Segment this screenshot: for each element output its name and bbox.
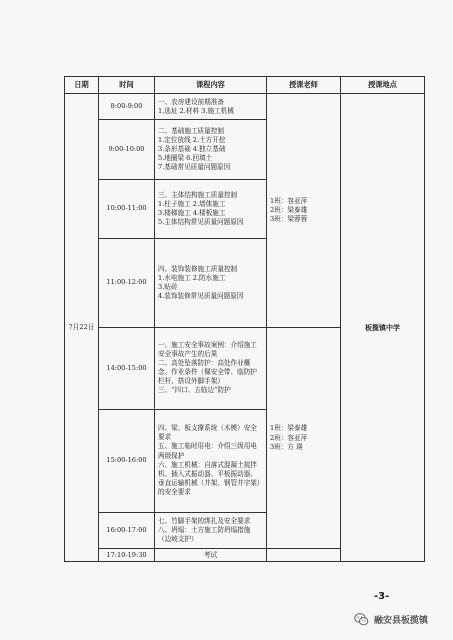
teacher-cell-afternoon bbox=[267, 327, 341, 549]
content-cell: 考试 bbox=[155, 549, 267, 562]
schedule-table bbox=[64, 76, 425, 562]
content-line: 一、农房建设前期准备 bbox=[158, 97, 224, 106]
content-line: 3.贴砖 bbox=[158, 282, 178, 291]
content-line: 1.水电施工 2.防水施工 bbox=[158, 273, 226, 282]
date-cell: 7月22日 bbox=[65, 94, 99, 562]
teacher-line: 1班：容亚萍 bbox=[270, 196, 308, 205]
content-line: 1.选址 2.材料 3.施工机械 bbox=[158, 106, 234, 115]
content-cell bbox=[155, 327, 267, 409]
content-line: 1.定位放线 2.土方开挖 bbox=[158, 135, 226, 144]
content-line: 三、“四口、五临边”防护 bbox=[158, 386, 231, 395]
page-number: -3- bbox=[374, 591, 390, 602]
time-cell: 9:00-10:00 bbox=[99, 120, 155, 180]
header-date: 日期 bbox=[65, 77, 99, 94]
content-cell bbox=[155, 120, 267, 180]
header-content: 课程内容 bbox=[155, 77, 267, 94]
content-line: 3.条形基础 4.独立基础 bbox=[158, 144, 226, 153]
content-cell bbox=[155, 94, 267, 120]
content-line: 七、竹脚手架的绑扎及安全要求 bbox=[158, 516, 251, 525]
header-teacher: 授课老师 bbox=[267, 77, 341, 94]
time-cell: 10:00-11:00 bbox=[99, 179, 155, 239]
header-time: 时间 bbox=[99, 77, 155, 94]
time-cell: 16:00-17:00 bbox=[99, 512, 155, 549]
time-cell: 15:00-16:00 bbox=[99, 409, 155, 512]
content-cell bbox=[155, 409, 267, 512]
content-line: 3.楼梯施工 4.楼板施工 bbox=[158, 208, 226, 217]
teacher-cell-empty bbox=[267, 549, 341, 562]
teacher-line: 1班：梁泰雄 bbox=[270, 424, 308, 433]
content-line: 7.基础常见质量问题原因 bbox=[158, 163, 231, 172]
table-row bbox=[65, 94, 425, 120]
content-line: 5.地圈梁 6.回填土 bbox=[158, 153, 213, 162]
content-line: 八、坍塌：土方施工防坍塌措施（边坡支护） bbox=[158, 525, 251, 544]
teacher-line: 3班：方 瑛 bbox=[270, 442, 303, 451]
content-line: 五、施工临时用电：介绍三级用电两级保护 bbox=[158, 442, 257, 460]
time-cell: 11:00-12:00 bbox=[99, 239, 155, 327]
watermark bbox=[354, 612, 428, 627]
content-line: 四、装饰装修施工质量控制 bbox=[158, 264, 238, 273]
content-line: 一、施工安全事故案例：介绍施工安全事故产生的后果 bbox=[158, 340, 257, 359]
content-line: 四、梁、板支撑系统（木模）安全要求 bbox=[158, 424, 257, 442]
content-cell bbox=[155, 179, 267, 239]
place-cell: 板揽镇中学 bbox=[341, 94, 425, 562]
watermark-text: 融安县板揽镇 bbox=[374, 616, 429, 626]
content-line: 5.主体结构常见质量问题原因 bbox=[158, 218, 244, 227]
time-cell: 14:00-15:00 bbox=[99, 327, 155, 409]
content-line: 六、施工机械：自落式混凝土搅拌机、插入式振动器、平板振动器、垂直运输机械（井架、钢管井字架）的安全要求 bbox=[158, 460, 261, 496]
time-cell: 17:10-19:30 bbox=[99, 549, 155, 562]
time-cell: 8:00-9:00 bbox=[99, 94, 155, 120]
content-line: 1.柱子施工 2.墙体施工 bbox=[158, 199, 226, 208]
teacher-cell-morning bbox=[267, 94, 341, 327]
teacher-line: 2班：容亚萍 bbox=[270, 433, 308, 442]
teacher-line: 3班：梁蓉蓉 bbox=[270, 215, 308, 224]
content-line: 二、基础施工质量控制 bbox=[158, 126, 224, 135]
content-line: 三、主体结构施工质量控制 bbox=[158, 190, 238, 199]
content-cell bbox=[155, 512, 267, 549]
teacher-line: 2班：梁泰雄 bbox=[270, 205, 308, 214]
wechat-icon bbox=[354, 612, 369, 627]
content-cell bbox=[155, 239, 267, 327]
content-line: 二、高处坠落防护：高处作业概念、作业条件（佩安全带、临防护栏杆、搭设外脚手架） bbox=[158, 359, 257, 386]
table-header-row bbox=[65, 77, 425, 94]
header-place: 授课地点 bbox=[341, 77, 425, 94]
content-line: 4.装饰装修常见质量问题原因 bbox=[158, 292, 244, 301]
